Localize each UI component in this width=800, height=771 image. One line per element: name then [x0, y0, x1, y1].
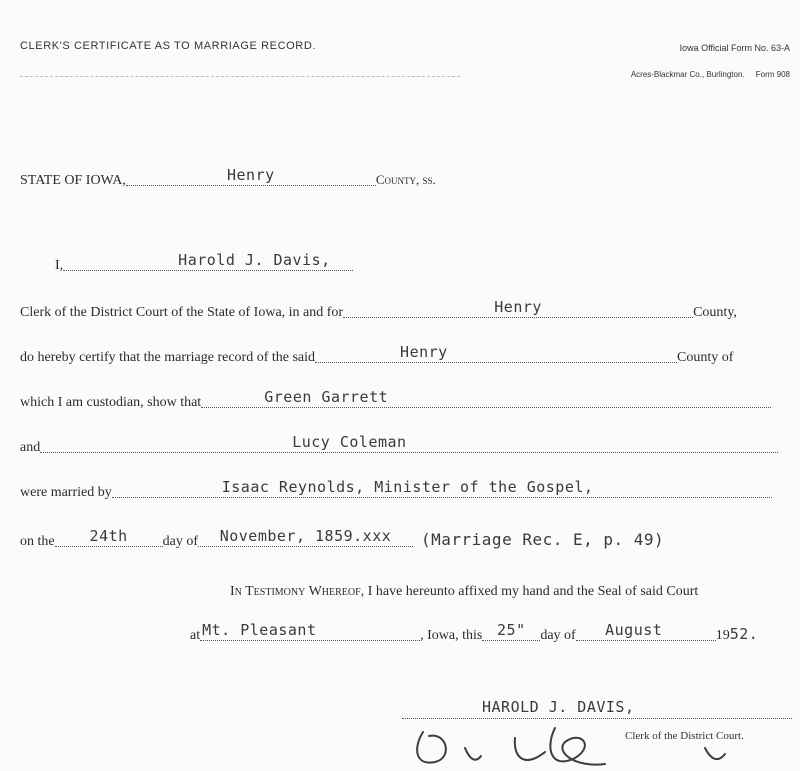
officiant: Isaac Reynolds, Minister of the Gospel, [221, 478, 594, 496]
testimony-month: August [605, 621, 663, 639]
groom-name: Green Garrett [264, 388, 389, 406]
testimony-month-field [576, 621, 716, 641]
record-county: Henry [400, 343, 448, 361]
groom-line [20, 388, 771, 420]
testimony-day-field [482, 621, 540, 641]
testimony-place-line [190, 621, 759, 651]
testimony-rest: I have hereunto affixed my hand and the Seal of said Court [367, 584, 699, 599]
iowa-this: , Iowa, this [420, 628, 483, 643]
year-prefix: 19 [715, 628, 730, 643]
year-suffix: 52. [729, 625, 759, 643]
publisher-line [631, 70, 790, 79]
venue-county-field [126, 166, 376, 186]
clerk-line-prefix: Clerk of the District Court of the State of Iowa, in and for [20, 305, 344, 320]
typed-name: HAROLD J. DAVIS, [482, 698, 635, 716]
place-field [200, 621, 420, 641]
married-prefix: were married by [20, 485, 112, 500]
certify-suffix: County of [677, 350, 734, 365]
and-label: and [20, 440, 41, 455]
testimony-day-of: day of [540, 628, 576, 643]
publisher-form: Form 908 [755, 70, 790, 79]
testimony-sc: In Testimony Whereof, [230, 584, 365, 599]
at-label: at [190, 628, 201, 643]
clerk-line-suffix: County, [693, 305, 737, 320]
signature-line [402, 700, 792, 719]
clerk-county-field [343, 298, 693, 318]
clerk-name: Harold J. Davis, [178, 251, 331, 269]
marriage-month-year: November, 1859.xxx [219, 527, 392, 545]
record-reference: (Marriage Rec. E, p. 49) [421, 530, 665, 549]
bride-line [20, 433, 778, 465]
marriage-day-field [55, 527, 163, 547]
clerk-name-field [63, 251, 353, 271]
publisher: Acres-Blackmar Co., Burlington. [630, 70, 745, 79]
record-county-field [315, 343, 677, 363]
clerk-county-line [20, 298, 737, 330]
certify-prefix: do hereby certify that the marriage record of the said [20, 350, 316, 365]
state-label: STATE OF IOWA, [20, 173, 126, 188]
header-rule [20, 76, 460, 77]
certify-line [20, 343, 734, 375]
signature-caption: Clerk of the District Court. [625, 730, 744, 742]
venue-county: Henry [227, 166, 275, 184]
i-label: I, [55, 258, 64, 273]
officiant-line [20, 478, 772, 510]
bride-name: Lucy Coleman [292, 433, 407, 451]
marriage-day: 24th [89, 527, 128, 545]
form-title: CLERK'S CERTIFICATE AS TO MARRIAGE RECORD. [20, 40, 317, 52]
county-ss: County, ss. [375, 172, 436, 187]
groom-field [201, 388, 771, 408]
clerk-county: Henry [494, 298, 542, 316]
place: Mt. Pleasant [202, 621, 317, 639]
venue-line [20, 166, 436, 198]
officiant-field [112, 478, 772, 498]
testimony-day: 25" [497, 621, 526, 639]
form-number: Iowa Official Form No. 63-A [679, 43, 790, 53]
marriage-date-line [20, 527, 665, 556]
handwritten-signature [405, 718, 745, 771]
day-of-label: day of [162, 534, 198, 549]
testimony-line [230, 584, 698, 610]
on-the-label: on the [20, 534, 55, 549]
bride-field [40, 433, 778, 453]
marriage-month-year-field [198, 527, 413, 547]
custodian-prefix: which I am custodian, show that [20, 395, 202, 410]
clerk-name-line [55, 251, 353, 283]
